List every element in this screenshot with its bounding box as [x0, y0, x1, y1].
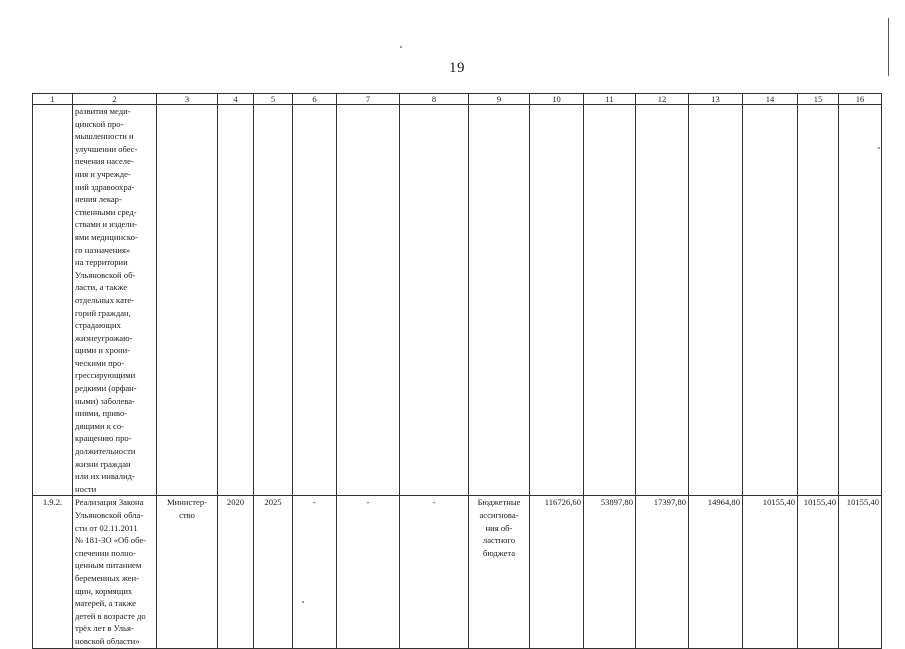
text-line: улучшении обес- [75, 143, 138, 154]
text-line: го назначения» [75, 244, 131, 255]
column-number-row [33, 94, 882, 105]
table-cell: - [293, 496, 337, 648]
column-header: 12 [636, 94, 689, 105]
table-cell: - [337, 496, 400, 648]
table-cell [33, 105, 73, 496]
text-line: жизнеугрожаю- [75, 332, 133, 343]
column-header: 2 [73, 94, 157, 105]
column-header: 3 [157, 94, 218, 105]
table-cell [157, 105, 218, 496]
column-header: 4 [218, 94, 254, 105]
table-cell [798, 105, 839, 496]
text-line: бюджета [482, 547, 516, 558]
text-line: ниями, приво- [75, 408, 128, 419]
column-header: 8 [400, 94, 469, 105]
text-line: ями медицинско- [75, 231, 138, 242]
text-line: страдающих [75, 320, 121, 331]
table-cell [689, 105, 743, 496]
amount-cell: 14964,80 [689, 496, 743, 648]
table-cell [530, 105, 584, 496]
executor-cell [157, 496, 218, 648]
continuation-description [73, 105, 157, 496]
table-cell [254, 105, 293, 496]
scan-edge-line [888, 18, 889, 76]
column-header: 6 [293, 94, 337, 105]
column-header: 15 [798, 94, 839, 105]
text-line: мышленности и [75, 131, 134, 142]
text-line: щими и хрони- [75, 345, 131, 356]
text-line: спечении полно- [75, 547, 136, 558]
text-line: ствами и издели- [75, 219, 138, 230]
table-cell [584, 105, 636, 496]
text-line: детей в возрасте до [75, 610, 146, 621]
text-line: Ульяновской об- [75, 269, 136, 280]
scan-speck [400, 46, 402, 48]
text-line: Министер- [167, 497, 207, 508]
text-line: ными) заболева- [75, 395, 135, 406]
text-line: щин, кормящих [75, 585, 133, 596]
program-table [32, 93, 882, 649]
table-cell [337, 105, 400, 496]
column-header: 1 [33, 94, 73, 105]
text-line: развития меди- [75, 106, 131, 116]
text-line: печения населе- [75, 156, 134, 167]
table-cell [218, 105, 254, 496]
amount-cell: 53897,80 [584, 496, 636, 648]
table-row [33, 496, 882, 648]
table-cell [469, 105, 530, 496]
page-number: 19 [449, 60, 465, 76]
text-line: ластного [482, 535, 516, 546]
funding-source [469, 496, 530, 648]
text-line: жизни граждан [75, 458, 131, 469]
text-line: кращению про- [75, 433, 132, 444]
text-line: дящими к со- [75, 420, 125, 431]
amount-cell: 10155,40 [798, 496, 839, 648]
continuation-row [33, 105, 882, 496]
text-line: горий граждан, [75, 307, 131, 318]
amount-cell: 10155,40 [839, 496, 882, 648]
table-cell [293, 105, 337, 496]
measure-description [73, 496, 157, 648]
column-header: 13 [689, 94, 743, 105]
text-line: или их инвалид- [75, 471, 135, 482]
text-line: Реализация Закона [75, 497, 144, 508]
amount-cell: 10155,40 [743, 496, 798, 648]
text-line: отдельных кате- [75, 294, 135, 305]
table-cell [839, 105, 882, 496]
text-line: ласти, а также [75, 282, 128, 293]
column-header: 5 [254, 94, 293, 105]
column-header: 16 [839, 94, 882, 105]
amount-cell: 17397,80 [636, 496, 689, 648]
text-line: ний здравоохра- [75, 181, 135, 192]
text-line: новской области» [75, 635, 140, 646]
text-line: должительности [75, 446, 136, 457]
column-header: 11 [584, 94, 636, 105]
table-cell [400, 105, 469, 496]
text-line: ческими про- [75, 357, 125, 368]
column-header: 7 [337, 94, 400, 105]
text-line: Бюджетные [477, 497, 521, 508]
column-header: 9 [469, 94, 530, 105]
text-line: редкими (орфан- [75, 383, 137, 394]
text-line: на территории [75, 257, 128, 268]
table-cell [743, 105, 798, 496]
text-line: ценным питанием [75, 560, 142, 571]
text-line: ния и учрежде- [75, 168, 131, 179]
text-line: Ульяновской обла- [75, 510, 144, 520]
text-line: № 181-ЗО «Об обе- [75, 535, 147, 546]
text-line: ассигнова- [479, 510, 519, 520]
text-line: трёх лет в Улья- [75, 623, 134, 634]
text-line: грессирующими [75, 370, 136, 381]
text-line: ственными сред- [75, 206, 137, 217]
row-number: 1.9.2. [33, 496, 73, 648]
amount-total: 116726,60 [530, 496, 584, 648]
text-line: цинской про- [75, 118, 124, 129]
text-line: сти от 02.11.2011 [75, 522, 138, 533]
text-line: ности [75, 483, 97, 494]
text-line: матерей, а также [75, 598, 136, 609]
start-year: 2020 [218, 496, 254, 648]
end-year: 2025 [254, 496, 293, 648]
column-header: 14 [743, 94, 798, 105]
text-line: нения лекар- [75, 194, 122, 205]
text-line: ство [179, 510, 195, 520]
table-cell [636, 105, 689, 496]
column-header: 10 [530, 94, 584, 105]
text-line: ния об- [485, 522, 513, 533]
text-line: беременных жен- [75, 572, 139, 583]
table-cell: - [400, 496, 469, 648]
